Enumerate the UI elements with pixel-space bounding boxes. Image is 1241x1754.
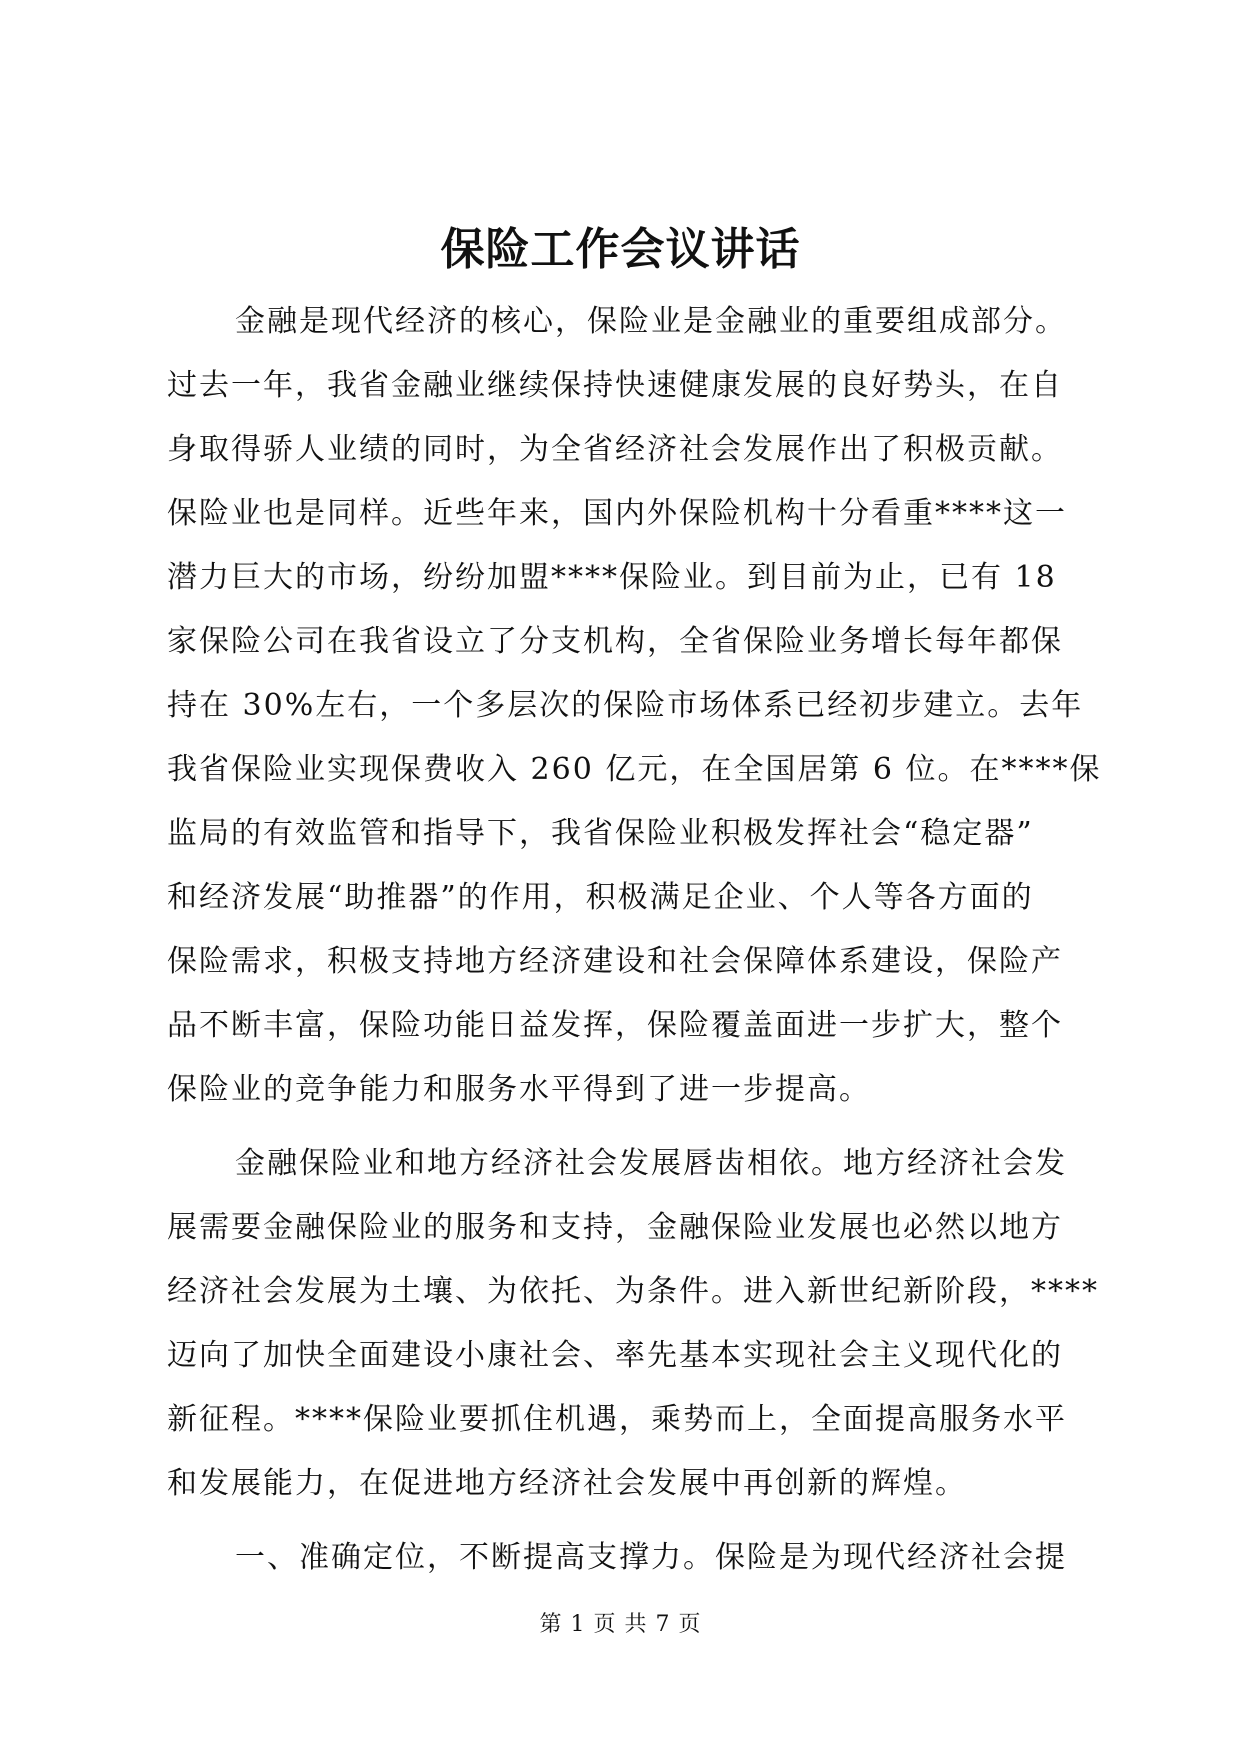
body-line: 和经济发展“助推器”的作用，积极满足企业、个人等各方面的 [167,880,1034,915]
body-line: 金融是现代经济的核心，保险业是金融业的重要组成部分。 [235,304,1067,339]
body-line: 持在 30%左右，一个多层次的保险市场体系已经初步建立。去年 [167,688,1084,723]
body-line: 品不断丰富，保险功能日益发挥，保险覆盖面进一步扩大，整个 [167,1008,1063,1043]
body-line: 身取得骄人业绩的同时，为全省经济社会发展作出了积极贡献。 [167,432,1063,467]
page-footer: 第 1 页 共 7 页 [539,1612,702,1637]
body-line: 家保险公司在我省设立了分支机构，全省保险业务增长每年都保 [167,624,1063,659]
document-body [167,290,1102,1590]
body-line: 展需要金融保险业的服务和支持，金融保险业发展也必然以地方 [167,1210,1063,1245]
body-line: 新征程。****保险业要抓住机遇，乘势而上，全面提高服务水平 [167,1402,1067,1437]
body-line: 我省保险业实现保费收入 260 亿元，在全国居第 6 位。在****保 [167,752,1102,787]
body-line: 金融保险业和地方经济社会发展唇齿相依。地方经济社会发 [235,1146,1067,1181]
body-line: 和发展能力，在促进地方经济社会发展中再创新的辉煌。 [167,1466,967,1501]
body-line: 潜力巨大的市场，纷纷加盟****保险业。到目前为止，已有 18 [167,560,1057,595]
body-line: 迈向了加快全面建设小康社会、率先基本实现社会主义现代化的 [167,1338,1063,1373]
body-line: 过去一年，我省金融业继续保持快速健康发展的良好势头，在自 [167,368,1063,403]
body-line: 一、准确定位，不断提高支撑力。保险是为现代经济社会提 [235,1540,1067,1575]
body-line: 经济社会发展为土壤、为依托、为条件。进入新世纪新阶段，**** [167,1274,1099,1309]
body-line: 保险业也是同样。近些年来，国内外保险机构十分看重****这一 [167,496,1067,531]
body-line: 保险需求，积极支持地方经济建设和社会保障体系建设，保险产 [167,944,1063,979]
body-line: 监局的有效监管和指导下，我省保险业积极发挥社会“稳定器” [167,816,1034,851]
body-line: 保险业的竞争能力和服务水平得到了进一步提高。 [167,1072,871,1107]
document-title: 保险工作会议讲话 [440,224,801,275]
